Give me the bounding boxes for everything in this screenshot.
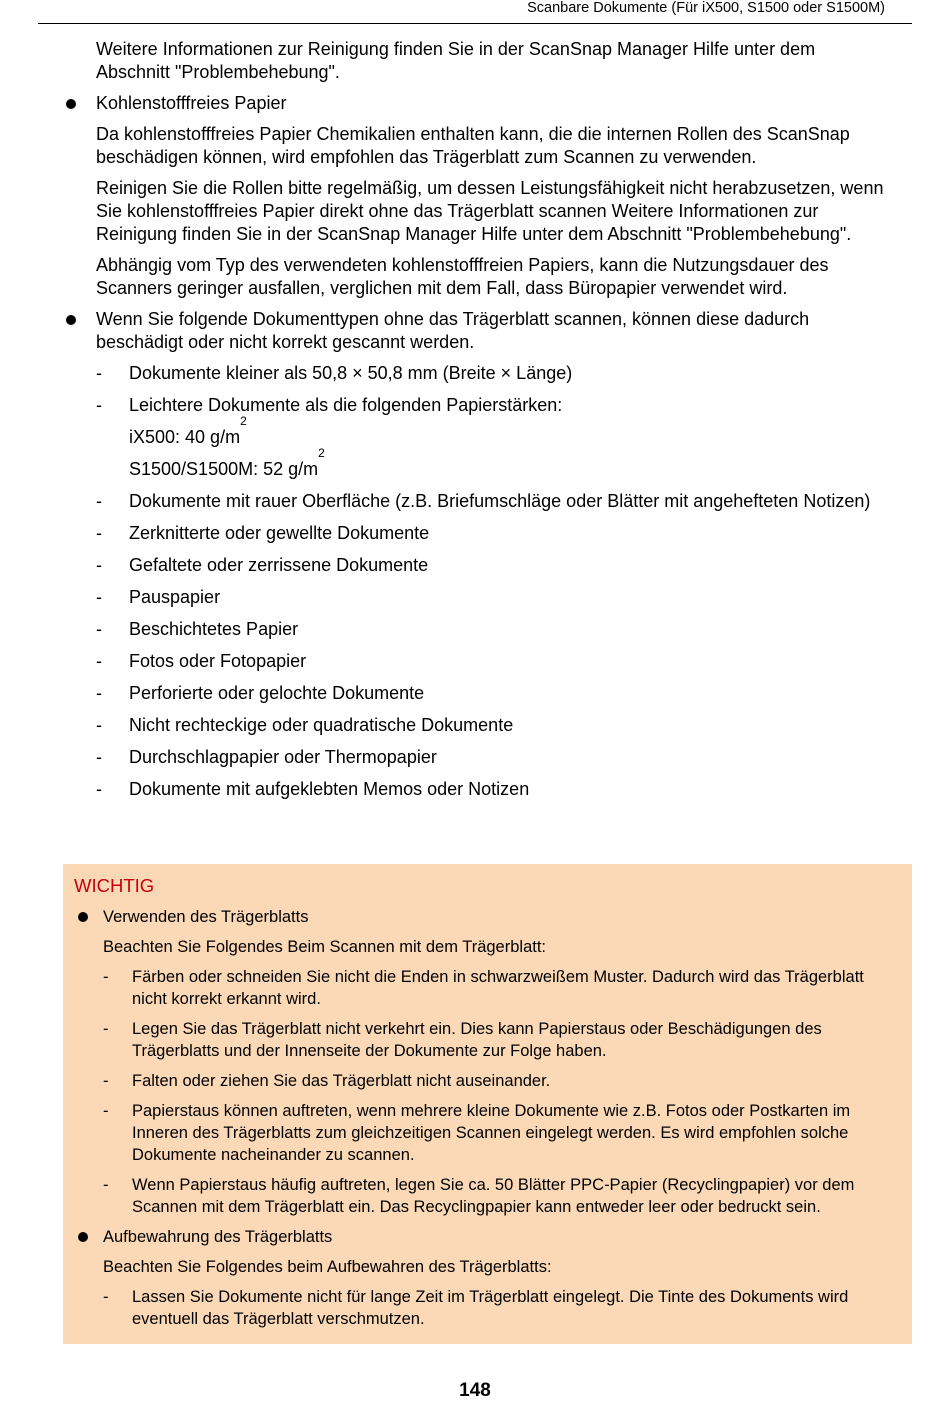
dash-mark: -	[96, 747, 102, 767]
dash-mark: -	[103, 968, 109, 986]
list-item	[96, 522, 890, 545]
intro-paragraph: Weitere Informationen zur Reinigung finden Sie in der ScanSnap Manager Hilfe unter dem Abschnitt "Problembehebung".	[96, 39, 816, 82]
list-item-text: Papierstaus können auftreten, wenn mehrere kleine Dokumente wie z.B. Fotos oder Postkarten im Inneren des Trägerblatts zum gleichzeitigen Scannen eingelegt werden. Es wird empfohlen solche Dokumente nacheinander zu scannen.	[132, 1102, 851, 1164]
list-item	[103, 1018, 898, 1062]
dash-mark: -	[103, 1176, 109, 1194]
list-item	[103, 1070, 898, 1092]
list-item-text: Wenn Papierstaus häufig auftreten, legen Sie ca. 50 Blätter PPC-Papier (Recyclingpapier) vor dem Scannen mit dem Trägerblatt ein. Das Recyclingpapier kann entweder leer oder bedruckt sein.	[132, 1176, 855, 1216]
dash-mark: -	[103, 1020, 109, 1038]
list-item	[96, 586, 890, 609]
list-item	[96, 778, 890, 801]
carbonless-paragraph-2: Reinigen Sie die Rollen bitte regelmäßig, um dessen Leistungsfähigkeit nicht herabzusetzen, wenn Sie kohlenstofffreies Papier direkt ohne das Trägerblatt scannen Weitere Informationen zur Reinigung finden Sie in der ScanSnap Manager Hilfe unter dem Abschnitt "Problembehebung".	[96, 178, 884, 244]
dash-mark: -	[96, 555, 102, 575]
page-number: 148	[459, 1380, 491, 1401]
superscript: 2	[240, 414, 247, 428]
paper-weight-ix500	[129, 414, 890, 449]
dash-mark: -	[96, 715, 102, 735]
list-item	[103, 1174, 898, 1218]
list-item-text: Fotos oder Fotopapier	[129, 651, 307, 671]
paper-weight-s1500	[129, 446, 890, 481]
bullet-dot-icon	[66, 315, 76, 325]
important-notice-title: WICHTIG	[74, 875, 155, 896]
important-notice-box	[63, 864, 912, 1344]
main-content	[0, 38, 950, 810]
storage-intro: Beachten Sie Folgendes beim Aufbewahren des Trägerblatts:	[103, 1258, 552, 1276]
dash-mark: -	[96, 779, 102, 799]
list-item	[103, 966, 898, 1010]
bullet-heading: Kohlenstofffreies Papier	[96, 93, 287, 113]
list-item	[103, 1100, 898, 1166]
list-item-text: Leichtere Dokumente als die folgenden Papierstärken:	[129, 395, 563, 415]
bullet-storing-carrier	[103, 1226, 898, 1248]
bullet-using-carrier	[103, 906, 898, 928]
bullet-carbonless	[96, 92, 890, 115]
list-item-text: Legen Sie das Trägerblatt nicht verkehrt ein. Dies kann Papierstaus oder Beschädigungen des Trägerblatts und der Innenseite der Dokumente zur Folge haben.	[132, 1020, 822, 1060]
important-notice-body	[63, 906, 912, 1338]
list-item	[96, 618, 890, 641]
bullet-dot-icon	[66, 99, 76, 109]
list-item-text: Pauspapier	[129, 587, 221, 607]
paper-weight-text: iX500: 40 g/m	[129, 427, 241, 447]
header-divider	[38, 23, 912, 24]
list-item	[96, 362, 890, 385]
list-item-text: Beschichtetes Papier	[129, 619, 299, 639]
dash-mark: -	[96, 363, 102, 383]
dash-mark: -	[96, 619, 102, 639]
bullet-heading: Wenn Sie folgende Dokumenttypen ohne das Trägerblatt scannen, können diese dadurch beschädigt oder nicht korrekt gescannt werden.	[96, 309, 810, 352]
superscript: 2	[318, 446, 325, 460]
dash-mark: -	[96, 651, 102, 671]
list-item-text: Dokumente kleiner als 50,8 × 50,8 mm (Breite × Länge)	[129, 363, 573, 383]
list-item-text: Färben oder schneiden Sie nicht die Enden in schwarzweißem Muster. Dadurch wird das Trägerblatt nicht korrekt erkannt wird.	[132, 968, 864, 1008]
dash-mark: -	[103, 1102, 109, 1120]
list-item	[103, 1286, 898, 1330]
dash-mark: -	[96, 587, 102, 607]
using-intro: Beachten Sie Folgendes Beim Scannen mit dem Trägerblatt:	[103, 938, 546, 956]
dash-mark: -	[103, 1288, 109, 1306]
bullet-damage	[96, 308, 890, 354]
carbonless-paragraph-3: Abhängig vom Typ des verwendeten kohlenstofffreien Papiers, kann die Nutzungsdauer des Scanners geringer ausfallen, verglichen mit dem Fall, dass Büropapier verwendet wird.	[96, 255, 829, 298]
bullet-dot-icon	[78, 1232, 88, 1242]
list-item	[96, 714, 890, 737]
paper-weight-text: S1500/S1500M: 52 g/m	[129, 459, 319, 479]
bullet-heading: Aufbewahrung des Trägerblatts	[103, 1228, 333, 1246]
list-item-text: Falten oder ziehen Sie das Trägerblatt nicht auseinander.	[132, 1072, 551, 1090]
list-item	[96, 682, 890, 705]
list-item-text: Perforierte oder gelochte Dokumente	[129, 683, 425, 703]
dash-mark: -	[96, 491, 102, 511]
list-item-text: Durchschlagpapier oder Thermopapier	[129, 747, 437, 767]
list-item-text: Nicht rechteckige oder quadratische Dokumente	[129, 715, 514, 735]
bullet-dot-icon	[78, 912, 88, 922]
list-item	[96, 490, 890, 513]
list-item-text: Lassen Sie Dokumente nicht für lange Zeit im Trägerblatt eingelegt. Die Tinte des Dokuments wird eventuell das Trägerblatt verschmutzen.	[132, 1288, 849, 1328]
list-item-text: Dokumente mit aufgeklebten Memos oder Notizen	[129, 779, 530, 799]
list-item	[96, 554, 890, 577]
dash-mark: -	[96, 683, 102, 703]
dash-mark: -	[103, 1072, 109, 1090]
page-header-title: Scanbare Dokumente (Für iX500, S1500 oder S1500M)	[527, 0, 885, 16]
list-item-text: Dokumente mit rauer Oberfläche (z.B. Briefumschläge oder Blätter mit angehefteten Notizen)	[129, 491, 871, 511]
bullet-heading: Verwenden des Trägerblatts	[103, 908, 309, 926]
list-item	[96, 650, 890, 673]
dash-mark: -	[96, 395, 102, 415]
list-item	[96, 746, 890, 769]
list-item-text: Gefaltete oder zerrissene Dokumente	[129, 555, 429, 575]
list-item-text: Zerknitterte oder gewellte Dokumente	[129, 523, 430, 543]
carbonless-paragraph-1: Da kohlenstofffreies Papier Chemikalien enthalten kann, die die internen Rollen des ScanSnap beschädigen können, wird empfohlen das Trägerblatt zum Scannen zu verwenden.	[96, 124, 850, 167]
dash-mark: -	[96, 523, 102, 543]
